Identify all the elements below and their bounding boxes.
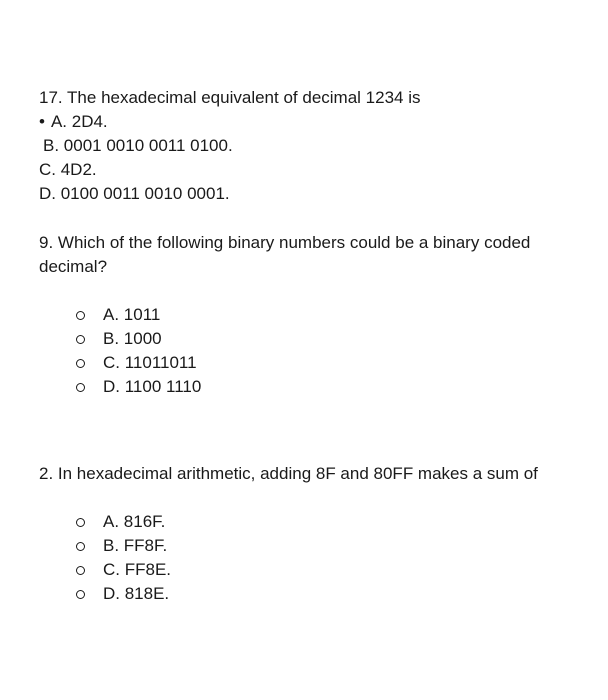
radio-icon[interactable] xyxy=(76,518,85,527)
question-17 xyxy=(39,86,579,206)
question-9-option-c[interactable] xyxy=(76,351,579,375)
option-label: C. 11011011 xyxy=(103,353,197,372)
option-label: D. 1100 1110 xyxy=(103,377,202,396)
radio-icon[interactable] xyxy=(76,566,85,575)
option-label: D. 818E. xyxy=(103,584,170,603)
question-9-option-a[interactable] xyxy=(76,303,579,327)
question-2-option-d[interactable] xyxy=(76,582,579,606)
question-2-options xyxy=(39,510,579,606)
radio-icon[interactable] xyxy=(76,590,85,599)
radio-icon[interactable] xyxy=(76,542,85,551)
option-label: B. FF8F. xyxy=(103,536,168,555)
question-2 xyxy=(39,462,579,606)
option-label: A. 1011 xyxy=(103,305,161,324)
option-label: A. 816F. xyxy=(103,512,166,531)
radio-icon[interactable] xyxy=(76,383,85,392)
question-9 xyxy=(39,231,579,399)
question-9-option-d[interactable] xyxy=(76,375,579,399)
question-2-option-c[interactable] xyxy=(76,558,579,582)
question-9-options xyxy=(39,303,579,399)
question-9-option-b[interactable] xyxy=(76,327,579,351)
question-17-option-a[interactable] xyxy=(39,110,579,134)
question-2-stem: 2. In hexadecimal arithmetic, adding 8F and 80FF makes a sum of xyxy=(39,464,538,483)
radio-icon[interactable] xyxy=(76,311,85,320)
question-17-option-c[interactable]: C. 4D2. xyxy=(39,160,97,179)
radio-icon[interactable] xyxy=(76,335,85,344)
radio-icon[interactable] xyxy=(76,359,85,368)
question-2-option-b[interactable] xyxy=(76,534,579,558)
bullet-icon: • xyxy=(39,112,45,131)
question-2-option-a[interactable] xyxy=(76,510,579,534)
option-label: C. FF8E. xyxy=(103,560,172,579)
question-17-option-d[interactable]: D. 0100 0011 0010 0001. xyxy=(39,184,230,203)
question-9-stem: 9. Which of the following binary numbers could be a binary coded decimal? xyxy=(39,233,531,276)
option-label: A. 2D4. xyxy=(50,112,108,131)
option-label: B. 1000 xyxy=(103,329,162,348)
question-17-stem: 17. The hexadecimal equivalent of decimal 1234 is xyxy=(39,88,421,107)
question-17-option-b[interactable]: B. 0001 0010 0011 0100. xyxy=(43,136,233,155)
